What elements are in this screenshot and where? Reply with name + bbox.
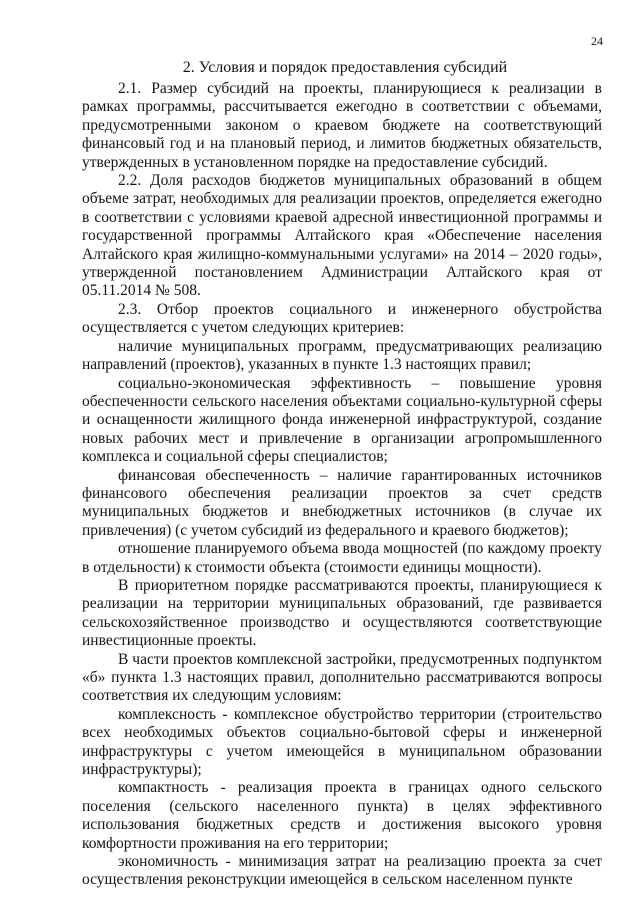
complex-development-paragraph: В части проектов комплексной застройки, предусмотренных подпунктом «б» пункта 1.3 настоящих правил, дополнительно рассматриваются вопросы соответствия их следующим условиям:	[82, 650, 602, 705]
paragraph-2-3: 2.3. Отбор проектов социального и инженерного обустройства осуществляется с учетом следующих критериев:	[82, 300, 602, 337]
condition-economy: экономичность - минимизация затрат на реализацию проекта за счет осуществления реконструкции имеющейся в сельском населенном пункте	[82, 853, 602, 889]
page-number: 24	[591, 34, 603, 48]
criterion-financial-security: финансовая обеспеченность – наличие гарантированных источников финансового обеспечения реализации проектов за счет средств муниципальных бюджетов и внебюджетных источников (в случае их привлечения) (с учетом субсидий из федерального и краевого бюджетов);	[82, 466, 602, 539]
condition-compactness: компактность - реализация проекта в границах одного сельского поселения (сельского населенного пункта) в целях эффективного использования бюджетных средств и достижения высокого уровня комфортности проживания на его территории;	[82, 779, 602, 852]
criterion-socio-economic-efficiency: социально-экономическая эффективность – повышение уровня обеспеченности сельского населения объектами социально-культурной сферы и оснащенности жилищного фонда инженерной инфраструктурой, создание новых рабочих мест и привлечение в организации агропромышленного комплекса и социальной сферы специалистов;	[82, 374, 602, 466]
priority-paragraph: В приоритетном порядке рассматриваются проекты, планирующиеся к реализации на территории муниципальных образований, где развивается сельскохозяйственное производство и осуществляются соответствующие инвестиционные проекты.	[82, 576, 602, 650]
criterion-municipal-programs: наличие муниципальных программ, предусматривающих реализацию направлений (проектов), указанных в пункте 1.3 настоящих правил;	[82, 337, 602, 374]
criterion-capacity-cost-ratio: отношение планируемого объема ввода мощностей (по каждому проекту в отдельности) к стоимости объекта (стоимости единицы мощности).	[82, 540, 602, 576]
section-title: 2. Условия и порядок предоставления субсидий	[182, 59, 508, 76]
condition-complexity: комплексность - комплексное обустройство территории (строительство всех необходимых объектов социально-бытовой сферы и инженерной инфраструктуры с учетом имеющейся в муниципальном образовании инфраструктуры);	[82, 705, 602, 779]
paragraph-2-2: 2.2. Доля расходов бюджетов муниципальных образований в общем объеме затрат, необходимых для реализации проектов, определяется ежегодно в соответствии с условиями краевой адресной инвестиционной программы и государственной программы Алтайского края «Обеспечение населения Алтайского края жилищно-коммунальными услугами» на 2014 – 2020 годы», утвержденной постановлением Администрации Алтайского края от 05.11.2014 № 508.	[82, 172, 602, 300]
document-body	[82, 80, 602, 890]
paragraph-2-1: 2.1. Размер субсидий на проекты, планирующиеся к реализации в рамках программы, рассчитывается ежегодно в соответствии с объемами, предусмотренными законом о краевом бюджете на соответствующий финансовый год и на плановый период, и лимитов бюджетных обязательств, утвержденных в установленном порядке на предоставление субсидий.	[82, 80, 602, 171]
